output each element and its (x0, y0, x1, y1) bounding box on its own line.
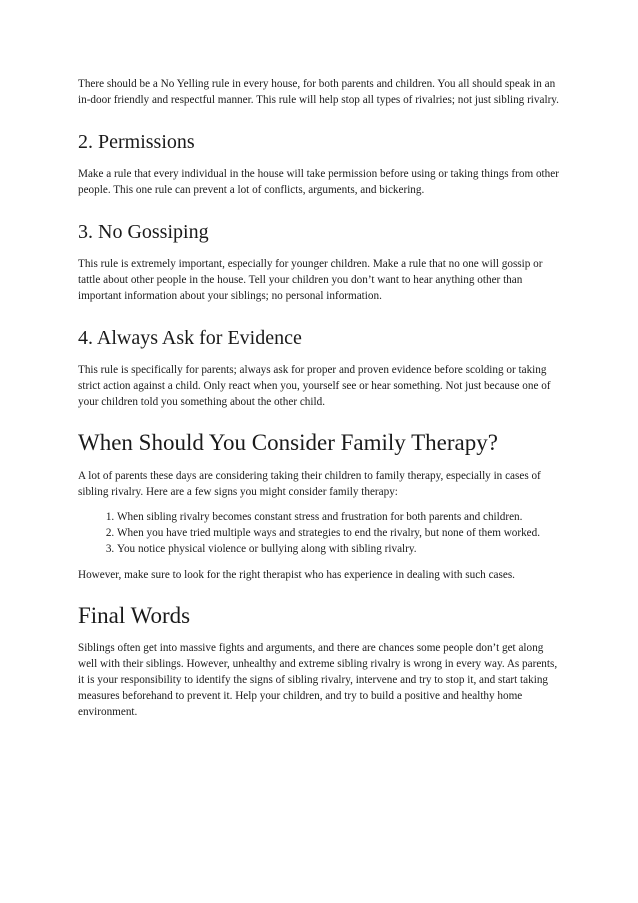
list-item: 3. You notice physical violence or bullying along with sibling rivalry. (117, 541, 564, 557)
heading-always-ask-for-evidence: 4. Always Ask for Evidence (78, 327, 302, 349)
heading-final-words: Final Words (78, 603, 191, 628)
list-item: 1. When sibling rivalry becomes constant stress and frustration for both parents and children. (117, 509, 564, 525)
intro-paragraph: There should be a No Yelling rule in every house, for both parents and children. You all should speak in an in-door friendly and respectful manner. This rule will help stop all types of rivalries; not just sibling rivalry. (78, 78, 559, 106)
list-item: 2. When you have tried multiple ways and strategies to end the rivalry, but none of them worked. (117, 525, 564, 541)
permissions-paragraph: Make a rule that every individual in the house will take permission before using or taking things from other people. This one rule can prevent a lot of conflicts, arguments, and bickering. (78, 168, 559, 196)
final-words-paragraph: Siblings often get into massive fights and arguments, and there are chances some people don’t get along well with their siblings. However, unhealthy and extreme sibling rivalry is wrong in every way. As parents, it is your responsibility to identify the signs of sibling rivalry, intervene and try to stop it, and start taking measures beforehand to prevent it. Help your children, and try to build a positive and healthy home environment. (78, 642, 558, 718)
therapist-paragraph: However, make sure to look for the right therapist who has experience in dealing with such cases. (78, 569, 515, 581)
evidence-paragraph: This rule is specifically for parents; always ask for proper and proven evidence before scolding or taking strict action against a child. Only react when you, yourself see or hear something. Not just because one of your children told you something about the other child. (78, 364, 551, 408)
heading-no-gossiping: 3. No Gossiping (78, 221, 209, 243)
no-gossiping-paragraph: This rule is extremely important, especially for younger children. Make a rule that no one will gossip or tattle about other people in the house. Tell your children you don’t want to hear anything other than important information about your siblings; no personal information. (78, 258, 543, 302)
document-page (78, 76, 564, 720)
heading-permissions: 2. Permissions (78, 131, 195, 153)
therapy-signs-list (78, 509, 564, 557)
family-therapy-paragraph: A lot of parents these days are considering taking their children to family therapy, especially in cases of sibling rivalry. Here are a few signs you might consider family therapy: (78, 470, 541, 498)
heading-family-therapy: When Should You Consider Family Therapy? (78, 430, 498, 455)
